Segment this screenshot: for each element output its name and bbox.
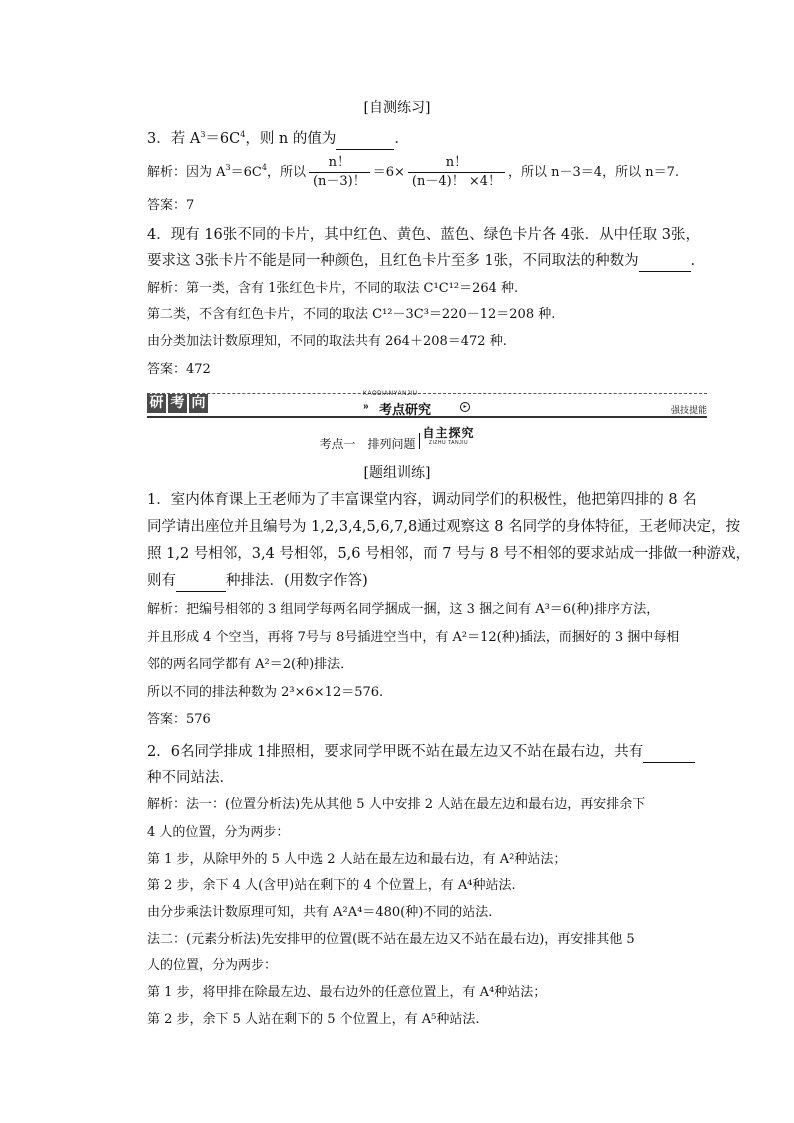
topic-heading: [0, 427, 794, 451]
problem-2-line-1: 2．6名同学排成 1排照相，要求同学甲既不站在最左边又不站在最右边，共有: [147, 742, 667, 763]
problem-2-solution-8: 第 1 步，将甲排在除最左边、最右边外的任意位置上，有 A⁴种站法；: [147, 985, 547, 1000]
problem-1-solution-1: 解析：把编号相邻的 3 组同学每两名同学捆成一捆，这 3 捆之间有 A³＝6(种)排序方法，: [147, 602, 660, 617]
problem-1-line-2: 同学请出座位并且编号为 1,2,3,4,5,6,7,8通过观察这 8 名同学的身体特征，王老师决定，按: [147, 519, 741, 535]
problem-2-line-2: 种不同站法．: [147, 770, 234, 786]
problem-1-solution-3: 邻的两名同学都有 A²＝2(种)排法．: [147, 657, 354, 672]
question-4-line-1: 4．现有 16张不同的卡片，其中红色、黄色、蓝色、绿色卡片各 4张．从中任取 3张，: [147, 227, 700, 243]
question-4-solution-2: 第二类，不含有红色卡片，不同的取法 C¹²－3C³＝220－12＝208 种.: [147, 307, 556, 322]
answer-blank: [336, 129, 394, 150]
section-title-group-training: [题组训练]: [363, 465, 431, 481]
answer-blank: [643, 742, 695, 763]
question-3: 3．若 $A^3=6C^4$，则 n 的值为 ．: [147, 125, 667, 150]
problem-2-solution-6: 法二：(元素分析法)先安排甲的位置(既不站在最左边又不站在最右边)，再安排其他 5: [147, 932, 635, 947]
banner-dashed-rule: [147, 393, 707, 394]
problem-1-line-3: 照 1,2 号相邻，3,4 号相邻，5,6 号相邻，而 7 号与 8 号不相邻的要求站成一排做一种游戏，: [147, 546, 751, 562]
question-3-solution: 解析：因为 $A^3=6C^4$，所以 $\frac{n!}{(n-3)!}$ ＝6× $\frac{n!}{(n-4)! \times 4!}$ ，所以 n－3＝4，所以 n＝7.: [147, 155, 679, 189]
banner-box-char: 向: [189, 394, 208, 413]
problem-2-solution-5: 由分步乘法计数原理可知，共有 A²A⁴＝480(种)不同的站法.: [147, 905, 493, 920]
topic-label: 考点一 排列问题: [319, 437, 416, 451]
banner-rule: [147, 416, 707, 418]
double-chevron-icon: »: [363, 401, 369, 412]
banner-title: 考点研究: [379, 402, 432, 417]
banner-pinyin: KAODIANYANJIU: [363, 391, 418, 397]
problem-2-solution-4: 第 2 步，余下 4 人(含甲)站在剩下的 4 个位置上，有 A⁴种站法.: [147, 878, 516, 893]
banner-right-label: 强技提能: [670, 405, 707, 415]
banner-box-char: 研: [147, 394, 166, 413]
problem-1-solution-4: 所以不同的排法种数为 2³×6×12＝576.: [147, 685, 384, 700]
fraction-1: $\frac{n!}{(n-3)!}$: [309, 156, 370, 189]
question-3-answer: 答案：7: [147, 198, 195, 213]
topic-tag: 自主探究 ZIZHU TANJIU: [422, 426, 475, 446]
problem-2-solution-9: 第 2 步，余下 5 人站在剩下的 5 个位置上，有 A⁵种站法.: [147, 1012, 480, 1027]
question-4-solution-1: 解析：第一类，含有 1张红色卡片，不同的取法 C¹C¹²＝264 种.: [147, 281, 519, 296]
section-title-self-test: [自测练习]: [363, 100, 431, 116]
topic-divider: [419, 433, 420, 449]
problem-1-line-1: 1．室内体育课上王老师为了丰富课堂内容，调动同学们的积极性，他把第四排的 8 名: [147, 492, 697, 508]
question-4-answer: 答案：472: [147, 362, 211, 377]
problem-2-solution-7: 人的位置，分为两步：: [147, 958, 278, 973]
question-4-solution-3: 由分类加法计数原理知，不同的取法共有 264＋208＝472 种.: [147, 334, 507, 349]
problem-2-solution-1: 解析：法一：(位置分析法)先从其他 5 人中安排 2 人站在最左边和最右边，再安排余下: [147, 797, 646, 812]
answer-blank: [639, 251, 691, 272]
fraction-2: $\frac{n!}{(n-4)! \times 4!}$: [408, 156, 505, 189]
answer-blank: [176, 571, 226, 592]
section-banner: [147, 388, 707, 418]
problem-2-solution-2: 4 人的位置，分为两步：: [147, 825, 290, 840]
problem-2-solution-3: 第 1 步，从除甲外的 5 人中选 2 人站在最左边和最右边，有 A²种站法；: [147, 852, 567, 867]
problem-1-solution-2: 并且形成 4 个空当，再将 7号与 8号插进空当中，有 A²＝12(种)插法，而捆好的 3 捆中每相: [147, 630, 680, 645]
banner-box-char: 考: [168, 394, 187, 413]
circle-arrow-icon: ▸: [460, 402, 470, 412]
problem-1-answer: 答案：576: [147, 712, 211, 727]
banner-box-group: [147, 394, 210, 413]
problem-1-line-4: 则有 种排法．(用数字作答): [147, 571, 667, 592]
question-4-line-2: 要求这 3张卡片不能是同一种颜色，且红色卡片至多 1张，不同取法的种数为 ．: [147, 251, 667, 272]
